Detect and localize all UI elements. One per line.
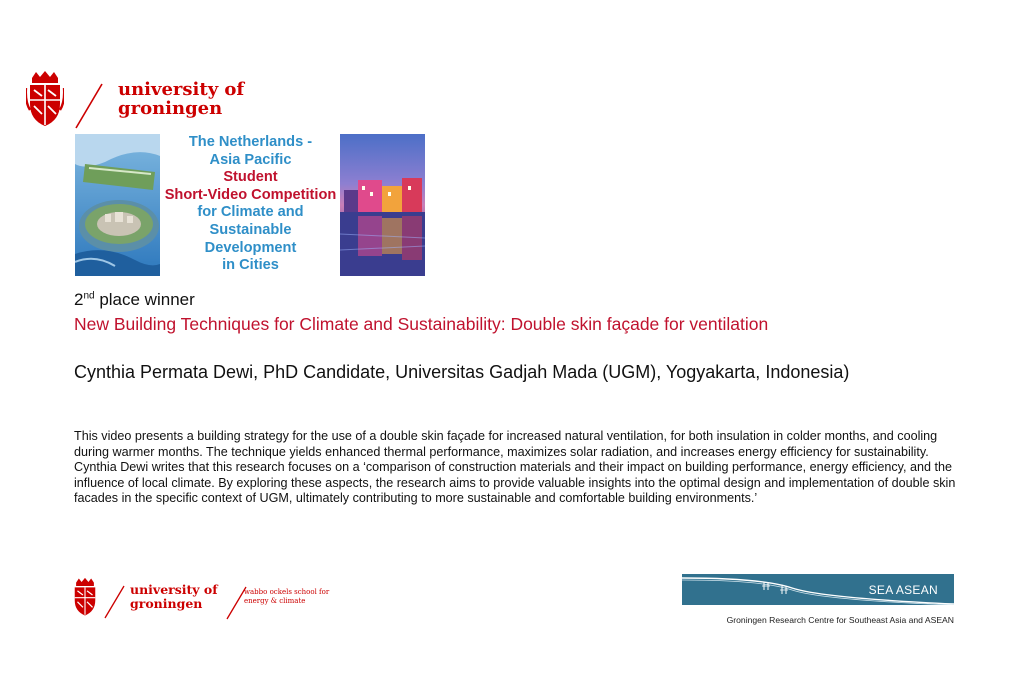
logo-text-line1: university of: [118, 79, 245, 100]
project-description: This video presents a building strategy for the use of a double skin façade for increased natural ventilation, for both insulation in colder months, and cooling during warmer months. The technique yields enhanced thermal performance, maximizes solar radiation, and increases energy efficiency for sustainability. Cynthia Dewi writes that this research focuses on a ‘comparison of construction materials and their impact on building performance, energy efficiency, and the influence of local climate. By exploring these aspects, the research aims to provide valuable insights into the optimal design and implementation of double skin facades in the specific context of UGM, ultimately contributing to more sustainable and comfortable building environments.’: [74, 429, 956, 506]
banner-line-4: Short-Video Competition: [164, 186, 337, 203]
university-logo-footer: [72, 577, 222, 619]
banner-line-1: The Netherlands -: [188, 134, 313, 150]
floating-city-image: [75, 134, 160, 276]
logo-text-line2: groningen: [118, 98, 223, 119]
banner-line-3: Student: [223, 169, 278, 186]
footer-logo-text-line1: university of: [130, 582, 218, 597]
award-place-suffix: nd: [83, 290, 95, 302]
competition-banner: [75, 134, 425, 276]
banner-line-2: Asia Pacific: [209, 151, 292, 168]
university-logo-header: [26, 70, 266, 130]
sea-asean-label: SEA ASEAN: [868, 583, 938, 597]
wabbo-ockels-logo: [226, 580, 366, 620]
banner-title: [163, 134, 338, 276]
footer-logo-text-line2: groningen: [130, 596, 203, 611]
wabbo-line-2: energy & climate: [244, 596, 306, 605]
wabbo-line-1: wabbo ockels school for: [244, 588, 330, 596]
banner-line-7: in Cities: [222, 257, 279, 274]
wabbo-ockels-text: [244, 588, 329, 605]
city-night-image: [340, 134, 425, 276]
sea-asean-caption: Groningen Research Centre for Southeast Asia and ASEAN: [726, 615, 954, 625]
award-place-text: place winner: [94, 290, 195, 309]
banner-line-5: for Climate and: [197, 204, 304, 221]
crest-icon: [26, 70, 64, 128]
crest-icon: [72, 577, 98, 617]
sea-asean-logo: [682, 574, 954, 605]
banner-line-6: Sustainable Development: [204, 221, 297, 256]
project-title: New Building Techniques for Climate and Sustainability: Double skin façade for ventilation: [74, 314, 769, 334]
slash-divider-icon: [104, 585, 126, 619]
slash-divider-icon: [74, 82, 104, 130]
author-info: Cynthia Permata Dewi, PhD Candidate, Universitas Gadjah Mada (UGM), Yogyakarta, Indonesia): [74, 362, 850, 382]
award-place: [74, 290, 195, 310]
award-place-number: 2: [74, 290, 84, 309]
